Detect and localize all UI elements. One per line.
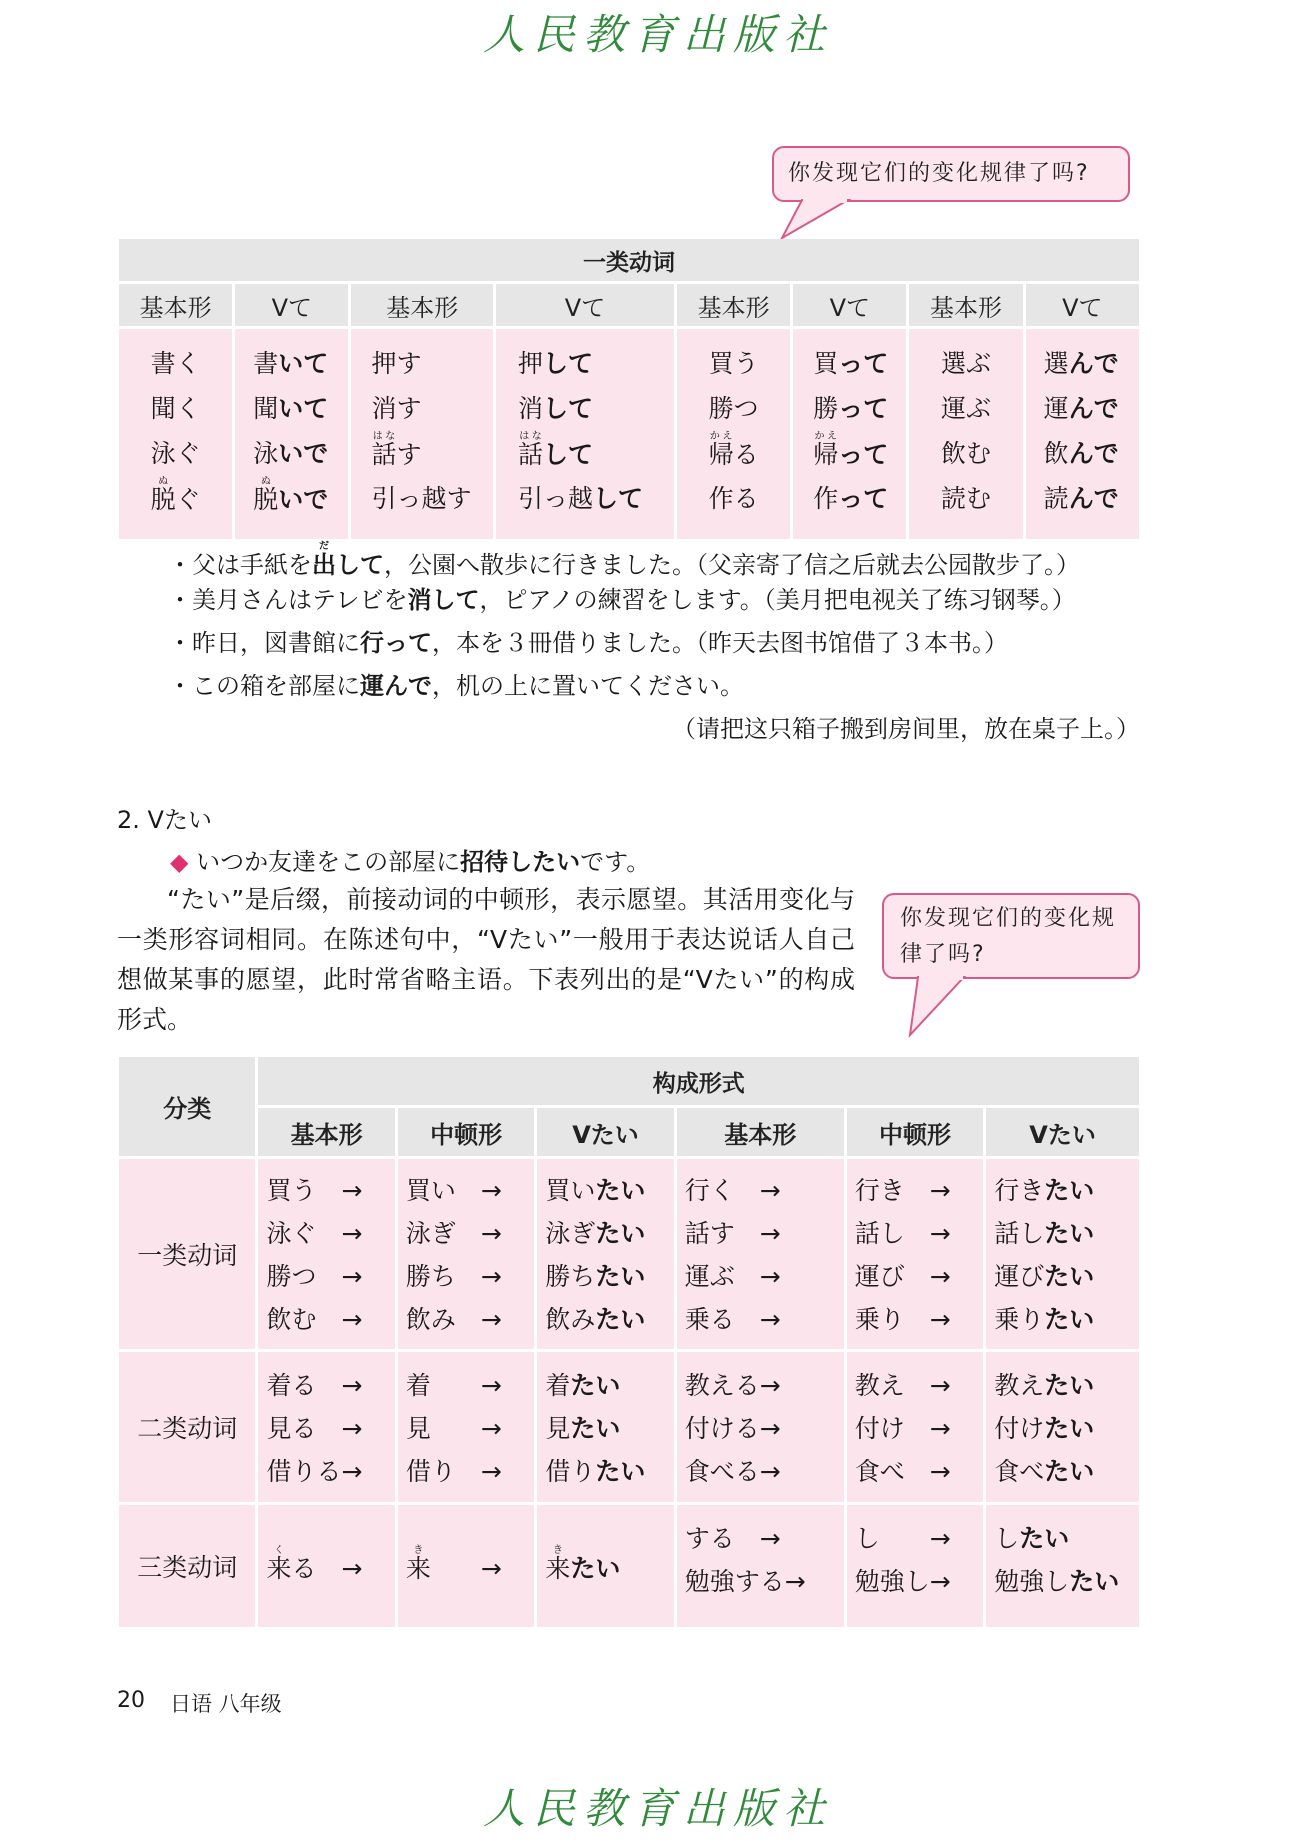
v-tai-formation-table: [116, 1054, 1142, 1630]
table-2-corner: 分类: [119, 1057, 255, 1156]
table-2-cell: 付け →: [854, 1414, 951, 1443]
table-2-header: 基本形: [677, 1108, 844, 1156]
table-1-header: 基本形: [351, 284, 493, 326]
table-1-header: 基本形: [119, 284, 232, 326]
table-2-cell: 飲み →: [405, 1305, 502, 1334]
table-1-cell: 作る: [708, 484, 759, 513]
table-2-cell: 勉強したい: [994, 1567, 1120, 1596]
table-2-column: [986, 1505, 1139, 1627]
table-1-cell: 勝つ: [708, 394, 759, 423]
table-2-cell: 借りたい: [545, 1457, 646, 1486]
table-1-cell: 買って: [813, 349, 889, 378]
table-1-header: 基本形: [677, 284, 790, 326]
table-1-cell: 消して: [518, 394, 594, 423]
table-2-cell: 乗る →: [684, 1305, 781, 1334]
table-2-header: Vたい: [537, 1108, 673, 1156]
diamond-icon: ◆: [170, 848, 189, 876]
table-1-cell: 泳いで: [253, 439, 329, 468]
verb-te-form-table: [116, 236, 1142, 542]
table-2-cell: 来くる →: [266, 1544, 363, 1583]
table-2-cell: 話す →: [684, 1219, 781, 1248]
category-label: 二类动词: [119, 1352, 255, 1502]
table-2-cell: 勉強する→: [684, 1567, 806, 1596]
table-1-cell: 選んで: [1043, 349, 1119, 378]
table-2-cell: 付けたい: [994, 1414, 1095, 1443]
table-2-cell: 食べ →: [854, 1457, 951, 1486]
table-1-title: 一类动词: [119, 239, 1139, 281]
example-sentence-4: ・この箱を部屋に運んで，机の上に置いてください。: [168, 672, 744, 700]
table-2-cell: 泳ぎたい: [545, 1219, 646, 1248]
table-2-cell: 乗りたい: [994, 1305, 1095, 1334]
table-1-cell: 引っ越す: [371, 484, 472, 513]
table-1-cell: 聞いて: [253, 394, 329, 423]
table-2-cell: 買う →: [266, 1176, 363, 1205]
table-2-cell: 行きたい: [994, 1176, 1095, 1205]
speech-bubble-2: [882, 893, 1140, 979]
table-2-cell: 来き →: [405, 1544, 502, 1583]
table-1-cell: 聞く: [150, 394, 201, 423]
example-sentence-3: ・昨日，図書館に行って，本を３冊借りました。（昨天去图书馆借了３本书。）: [168, 629, 1008, 657]
table-2-cell: 泳ぐ →: [266, 1219, 363, 1248]
table-2-cell: 行き →: [854, 1176, 951, 1205]
table-1-cell: 選ぶ: [941, 349, 992, 378]
table-1-cell: 運ぶ: [941, 394, 992, 423]
table-1-cell: 引っ越して: [518, 484, 644, 513]
table-1-cell: 書いて: [253, 349, 329, 378]
table-2-cell: 着る →: [266, 1371, 363, 1400]
table-2-column: [537, 1352, 673, 1502]
table-2-cell: 教える→: [684, 1371, 781, 1400]
table-2-cell: し →: [854, 1524, 951, 1553]
table-2-column: [398, 1505, 534, 1627]
table-1-column: [351, 329, 493, 539]
table-2-cell: 飲みたい: [545, 1305, 646, 1334]
table-1-cell: 勝って: [813, 394, 889, 423]
table-2-cell: 見る →: [266, 1414, 363, 1443]
table-2-column: [258, 1505, 394, 1627]
table-2-column: [537, 1159, 673, 1349]
explanation-paragraph: “たい”是后缀，前接动词的中顿形，表示愿望。其活用变化与一类形容词相同。在陈述句中，“Vたい”一般用于表达说话人自己想做某事的愿望，此时常省略主语。下表列出的是“Vたい”的构成形式。: [117, 885, 855, 1034]
table-1-column: [119, 329, 232, 539]
table-2-column: [677, 1352, 844, 1502]
table-2-column: [398, 1159, 534, 1349]
section-heading: 2. Vたい: [117, 806, 212, 834]
example-sentence-2: ・美月さんはテレビを消して，ピアノの練習をします。（美月把电视关了练习钢琴。）: [168, 586, 1076, 614]
table-1-column: [909, 329, 1022, 539]
bubble-1-text: 你发现它们的变化规律了吗?: [788, 161, 1090, 186]
table-1-header: Vて: [1026, 284, 1139, 326]
table-2-cell: 勝つ →: [266, 1262, 363, 1291]
table-1-column: [793, 329, 906, 539]
table-2-cell: 買い →: [405, 1176, 502, 1205]
category-label: 三类动词: [119, 1505, 255, 1627]
table-1-column: [496, 329, 674, 539]
table-2-cell: 運びたい: [994, 1262, 1095, 1291]
table-2-cell: する →: [684, 1524, 781, 1553]
table-1-header: Vて: [793, 284, 906, 326]
table-2-column: [847, 1505, 983, 1627]
table-2-column: [537, 1505, 673, 1627]
table-1-cell: 泳ぐ: [150, 439, 201, 468]
table-1-column: [235, 329, 348, 539]
table-1-column: [1026, 329, 1139, 539]
bubble-2-tail: [898, 977, 978, 1037]
table-1-column: [677, 329, 790, 539]
table-1-cell: 押して: [518, 349, 594, 378]
book-title: 日语 八年级: [170, 1692, 282, 1716]
table-2-cell: 着たい: [545, 1371, 621, 1400]
table-2-cell: 教えたい: [994, 1371, 1095, 1400]
publisher-logo-top: 人民教育出版社: [482, 10, 833, 59]
table-1-cell: 消す: [371, 394, 422, 423]
table-1-cell: 押す: [371, 349, 422, 378]
table-2-column: [677, 1159, 844, 1349]
table-2-cell: 勉強し→: [854, 1567, 951, 1596]
table-1-cell: 飲んで: [1043, 439, 1119, 468]
table-2-cell: 着 →: [405, 1371, 502, 1400]
table-2-cell: 食べたい: [994, 1457, 1095, 1486]
bubble-1-tail: [788, 198, 848, 238]
table-1-cell: 読んで: [1043, 484, 1119, 513]
table-2-cell: 見 →: [405, 1414, 502, 1443]
table-1-cell: 運んで: [1043, 394, 1119, 423]
table-2-cell: 泳ぎ →: [405, 1219, 502, 1248]
table-2-column: [398, 1352, 534, 1502]
table-2-cell: 付ける→: [684, 1414, 781, 1443]
section-example: ◆ いつか友達をこの部屋に招待したいです。: [170, 848, 651, 876]
table-2-cell: 行く →: [684, 1176, 781, 1205]
table-2-cell: 飲む →: [266, 1305, 363, 1334]
table-2-column: [986, 1159, 1139, 1349]
example-sentence-4-translation: （请把这只箱子搬到房间里，放在桌子上。）: [672, 715, 1140, 743]
speech-bubble-1: [772, 146, 1130, 202]
table-2-cell: 見たい: [545, 1414, 621, 1443]
table-2-header: 中顿形: [398, 1108, 534, 1156]
table-2-cell: 話し →: [854, 1219, 951, 1248]
table-1-header: 基本形: [909, 284, 1022, 326]
table-2-column: [677, 1505, 844, 1627]
table-2-header: 中顿形: [847, 1108, 983, 1156]
table-2-header: 基本形: [258, 1108, 394, 1156]
table-2-header: Vたい: [986, 1108, 1139, 1156]
table-2-title: 构成形式: [258, 1057, 1139, 1105]
table-2-cell: 買いたい: [545, 1176, 646, 1205]
table-1-cell: 飲む: [941, 439, 992, 468]
table-1-header: Vて: [496, 284, 674, 326]
table-1-cell: 作って: [813, 484, 889, 513]
bubble-2-text: 你发现它们的变化规律了吗?: [900, 906, 1117, 967]
table-2-column: [847, 1352, 983, 1502]
table-1-cell: 話はなす: [371, 431, 422, 469]
table-1-cell: 脱ぬいで: [253, 476, 329, 514]
table-2-cell: 借りる→: [266, 1457, 363, 1486]
table-1-cell: 話はなして: [518, 431, 594, 469]
table-1-header: Vて: [235, 284, 348, 326]
publisher-logo-bottom: 人民教育出版社: [482, 1784, 833, 1833]
table-2-cell: 食べる→: [684, 1457, 781, 1486]
table-1-cell: 読む: [941, 484, 992, 513]
table-2-cell: 運ぶ →: [684, 1262, 781, 1291]
table-1-cell: 帰かえって: [813, 431, 889, 469]
table-2-cell: 来きたい: [545, 1544, 621, 1583]
table-2-cell: 乗り →: [854, 1305, 951, 1334]
page-number: 20: [117, 1688, 145, 1713]
table-2-cell: 教え →: [854, 1371, 951, 1400]
table-1-cell: 脱ぬぐ: [150, 476, 201, 514]
table-2-cell: 運び →: [854, 1262, 951, 1291]
table-2-cell: 借り →: [405, 1457, 502, 1486]
table-1-cell: 帰かえる: [708, 431, 759, 469]
example-sentence-1: ・父は手紙を出だして，公園へ散歩に行きました。（父亲寄了信之后就去公园散步了。）: [168, 541, 1080, 579]
table-1-cell: 買う: [708, 349, 759, 378]
table-2-cell: 勝ちたい: [545, 1262, 646, 1291]
table-2-column: [847, 1159, 983, 1349]
table-2-cell: 勝ち →: [405, 1262, 502, 1291]
table-2-cell: したい: [994, 1524, 1070, 1553]
table-1-cell: 書く: [150, 349, 201, 378]
table-2-column: [258, 1352, 394, 1502]
table-2-column: [258, 1159, 394, 1349]
table-2-cell: 話したい: [994, 1219, 1095, 1248]
table-2-column: [986, 1352, 1139, 1502]
category-label: 一类动词: [119, 1159, 255, 1349]
